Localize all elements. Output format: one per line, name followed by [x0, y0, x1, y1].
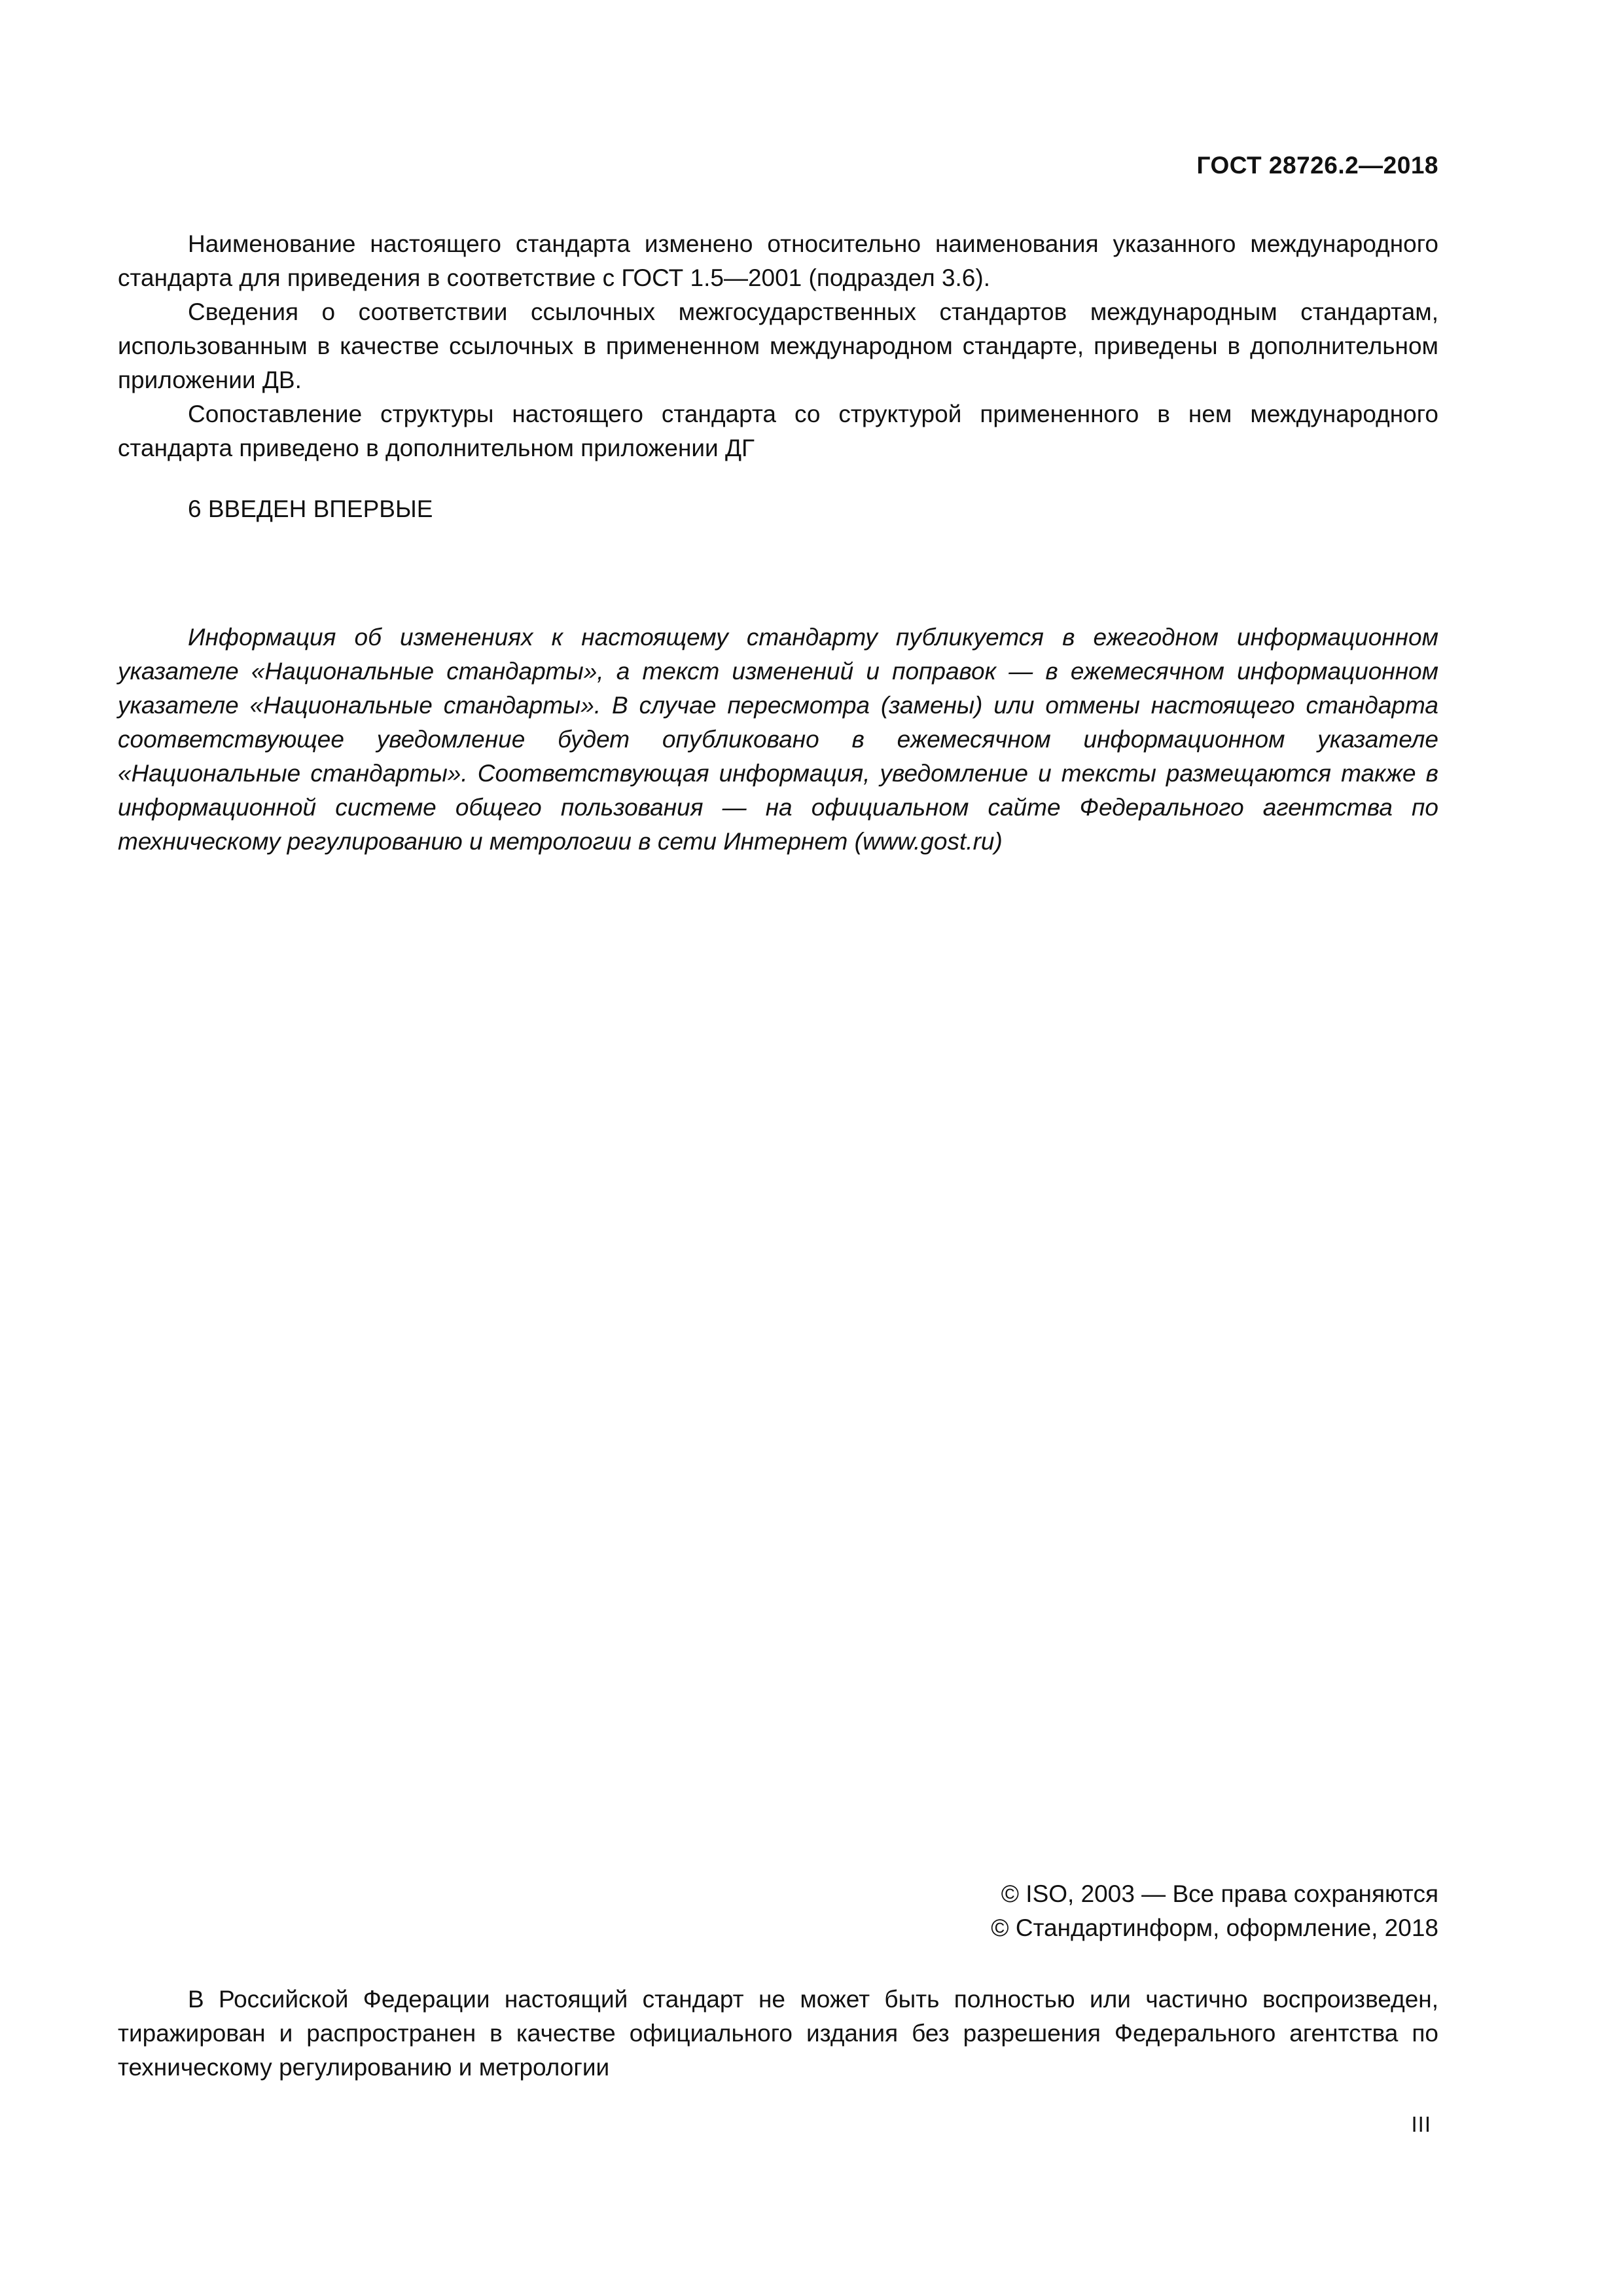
rights-section	[118, 1982, 1438, 2085]
info-notice-section	[118, 620, 1438, 859]
rights-notice-text: В Российской Федерации настоящий стандарт не может быть полностью или частично воспроизведен, тиражирован и распространен в качестве официального издания без разрешения Федерального агентства по техническому регулированию и метрологии	[118, 1986, 1438, 2081]
copyright-block	[991, 1877, 1438, 1945]
intro-paragraph: Сведения о соответствии ссылочных межгосударственных стандартов международным стандартам, использованным в качестве ссылочных в примененном международном стандарте, приведены в дополнительном приложении ДВ.	[118, 298, 1438, 393]
document-code: ГОСТ 28726.2—2018	[1196, 152, 1438, 179]
section-6-heading: 6 ВВЕДЕН ВПЕРВЫЕ	[188, 495, 433, 522]
intro-paragraph: Сопоставление структуры настоящего стандарта со структурой примененного в нем международного стандарта приведено в дополнительном приложении ДГ	[118, 401, 1438, 461]
intro-paragraph: Наименование настоящего стандарта изменено относительно наименования указанного международного стандарта для приведения в соответствие с ГОСТ 1.5—2001 (подраздел 3.6).	[118, 230, 1438, 291]
copyright-standartinform: © Стандартинформ, оформление, 2018	[991, 1914, 1438, 1941]
info-notice-text: Информация об изменениях к настоящему стандарту публикуется в ежегодном информационном указателе «Национальные стандарты», а текст изменений и поправок — в ежемесячном информационном указателе «Национальные стандарты». В случае пересмотра (замены) или отмены настоящего стандарта соответствующее уведомление будет опубликовано в ежемесячном информационном указателе «Национальные стандарты». Соответствующая информация, уведомление и тексты размещаются также в информационной системе общего пользования — на официальном сайте Федерального агентства по техническому регулированию и метрологии в сети Интернет (www.gost.ru)	[118, 624, 1438, 855]
page-number: III	[1411, 2112, 1431, 2136]
copyright-iso: © ISO, 2003 — Все права сохраняются	[1001, 1880, 1438, 1907]
intro-section	[118, 227, 1438, 465]
